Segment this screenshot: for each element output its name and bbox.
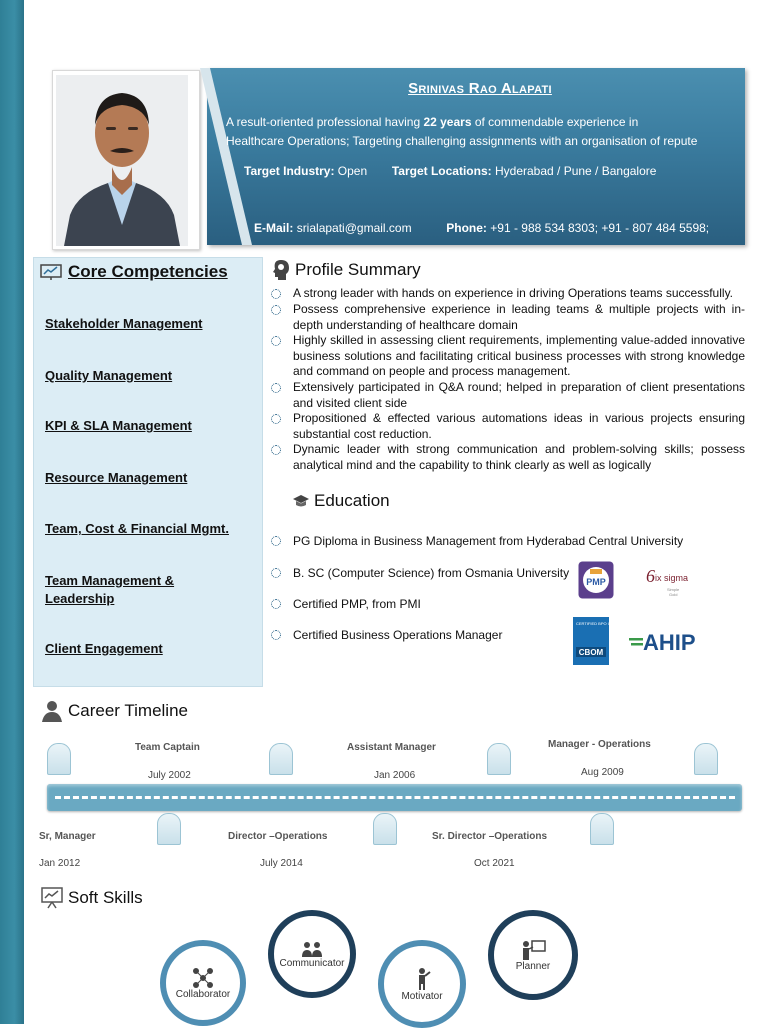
competency-item: Stakeholder Management: [45, 316, 203, 331]
soft-skills-title: Soft Skills: [40, 886, 143, 910]
bullet-icon: [271, 336, 281, 346]
competency-item: Quality Management: [45, 368, 173, 383]
timeline-date: July 2002: [148, 770, 191, 781]
six-sigma-logo: [643, 565, 693, 599]
candidate-name: Srinivas Rao Alapati: [408, 80, 552, 97]
phone-value: +91 - 988 534 8303; +91 - 807 484 5598;: [490, 221, 710, 235]
svg-text:CBOM: CBOM: [578, 648, 604, 657]
profile-summary-title: Profile Summary: [271, 259, 421, 281]
bullet-icon: [271, 383, 281, 393]
target-line: Target Industry: Open Target Locations: Hyderabad / Pune / Bangalore: [244, 164, 657, 178]
education-item: PG Diploma in Business Management from Hyderabad Central University: [270, 534, 683, 548]
timeline-role: Assistant Manager: [347, 742, 436, 753]
timeline-date: Aug 2009: [581, 767, 624, 778]
competency-item: Leadership: [45, 591, 115, 606]
group-people-icon: [300, 940, 324, 958]
bullet-icon: [271, 289, 281, 299]
svg-text:CERTIFIED BPO OPERATIONS MANAG: CERTIFIED BPO OPERATIONS MANAGER: [576, 621, 655, 626]
soft-skill-collaborator: Collaborator: [160, 940, 246, 1026]
summary-bullet: A strong leader with hands on experience in driving Operations teams successfully.: [270, 286, 745, 302]
bullet-icon: [271, 536, 281, 546]
competency-item: Client Engagement: [45, 641, 163, 656]
svg-text:AHIP: AHIP: [643, 630, 696, 655]
svg-text:PMP: PMP: [586, 577, 606, 587]
pmp-logo: [578, 561, 614, 599]
timeline-role: Sr. Director –Operations: [432, 831, 548, 842]
svg-text:Simple: Simple: [667, 587, 680, 592]
svg-text:6: 6: [646, 566, 655, 586]
education-item: B. SC (Computer Science) from Osmania University: [270, 566, 569, 580]
competency-item: Resource Management: [45, 470, 188, 485]
timeline-date: Jan 2006: [374, 770, 416, 781]
timeline-role: Team Captain: [135, 742, 200, 753]
timeline-marker: [694, 743, 718, 775]
summary-line-2: Healthcare Operations; Targeting challenging assignments with an organisation of repute: [226, 134, 698, 148]
timeline-role: Director –Operations: [228, 831, 328, 842]
contact-line: E-Mail: srialapati@gmail.com Phone: +91 - 988 534 8303; +91 - 807 484 5598;: [254, 221, 710, 235]
timeline-marker: [269, 743, 293, 775]
competency-item: Team, Cost & Financial Mgmt.: [45, 521, 229, 536]
timeline-date: July 2014: [260, 858, 303, 869]
left-accent-strip: [0, 0, 24, 1024]
soft-skill-communicator: Communicator: [268, 910, 356, 998]
summary-bullet: Propositioned & effected various automations ideas in various projects ensuring substantial cost reduction.: [270, 411, 745, 442]
timeline-marker: [487, 743, 511, 775]
timeline-date: Oct 2021: [474, 858, 515, 869]
svg-text:ix sigma: ix sigma: [655, 573, 689, 583]
email-value[interactable]: srialapati@gmail.com: [296, 221, 412, 235]
svg-text:Gold: Gold: [669, 592, 678, 597]
summary-bullet: Possess comprehensive experience in leading teams & multiple projects with in-depth understanding of healthcare domain: [270, 302, 745, 333]
timeline-role: Sr, Manager: [39, 831, 96, 842]
bullet-icon: [271, 599, 281, 609]
competency-item: Team Management &: [45, 573, 175, 588]
timeline-marker: [590, 813, 614, 845]
summary-bullet: Dynamic leader with strong communication and problem-solving skills; possess analytical mind and the capability to think clearly as well as logically: [270, 442, 745, 473]
education-item: Certified PMP, from PMI: [270, 597, 421, 611]
timeline-date: Jan 2012: [39, 858, 81, 869]
cbom-logo: [573, 617, 655, 665]
summary-bullet: Extensively participated in Q&A round; helped in preparation of client presentations and visited client side: [270, 380, 745, 411]
bullet-icon: [271, 305, 281, 315]
bullet-icon: [271, 414, 281, 424]
person-icon: [40, 699, 64, 723]
timeline-marker: [47, 743, 71, 775]
bullet-icon: [271, 630, 281, 640]
summary-line-1: A result-oriented professional having 22 years of commendable experience in: [226, 115, 639, 129]
ahip-logo: [627, 628, 705, 656]
timeline-role: Manager - Operations: [548, 739, 651, 750]
timeline-marker: [373, 813, 397, 845]
bullet-icon: [271, 445, 281, 455]
graduation-cap-icon: [292, 494, 310, 508]
presentation-board-icon: [40, 886, 64, 910]
bullet-icon: [271, 568, 281, 578]
soft-skill-planner: Planner: [488, 910, 578, 1000]
career-timeline-title: Career Timeline: [40, 699, 188, 723]
network-people-icon: [191, 967, 215, 989]
competency-item: KPI & SLA Management: [45, 418, 192, 433]
education-item: Certified Business Operations Manager: [270, 628, 502, 642]
profile-photo: [56, 75, 188, 246]
timeline-dash-line: [55, 796, 735, 799]
core-competencies-title: Core Competencies: [40, 262, 228, 282]
soft-skill-motivator: Motivator: [378, 940, 466, 1028]
presentation-chart-icon: [40, 263, 62, 281]
education-title: Education: [292, 491, 390, 511]
planning-board-icon: [520, 939, 546, 961]
speaker-person-icon: [413, 967, 431, 991]
timeline-marker: [157, 813, 181, 845]
summary-bullet: Highly skilled in assessing client requirements, implementing value-added innovative business solutions and facilitating critical business processes with strong knowledge and command on people and process management.: [270, 333, 745, 380]
head-gear-icon: [271, 259, 291, 281]
